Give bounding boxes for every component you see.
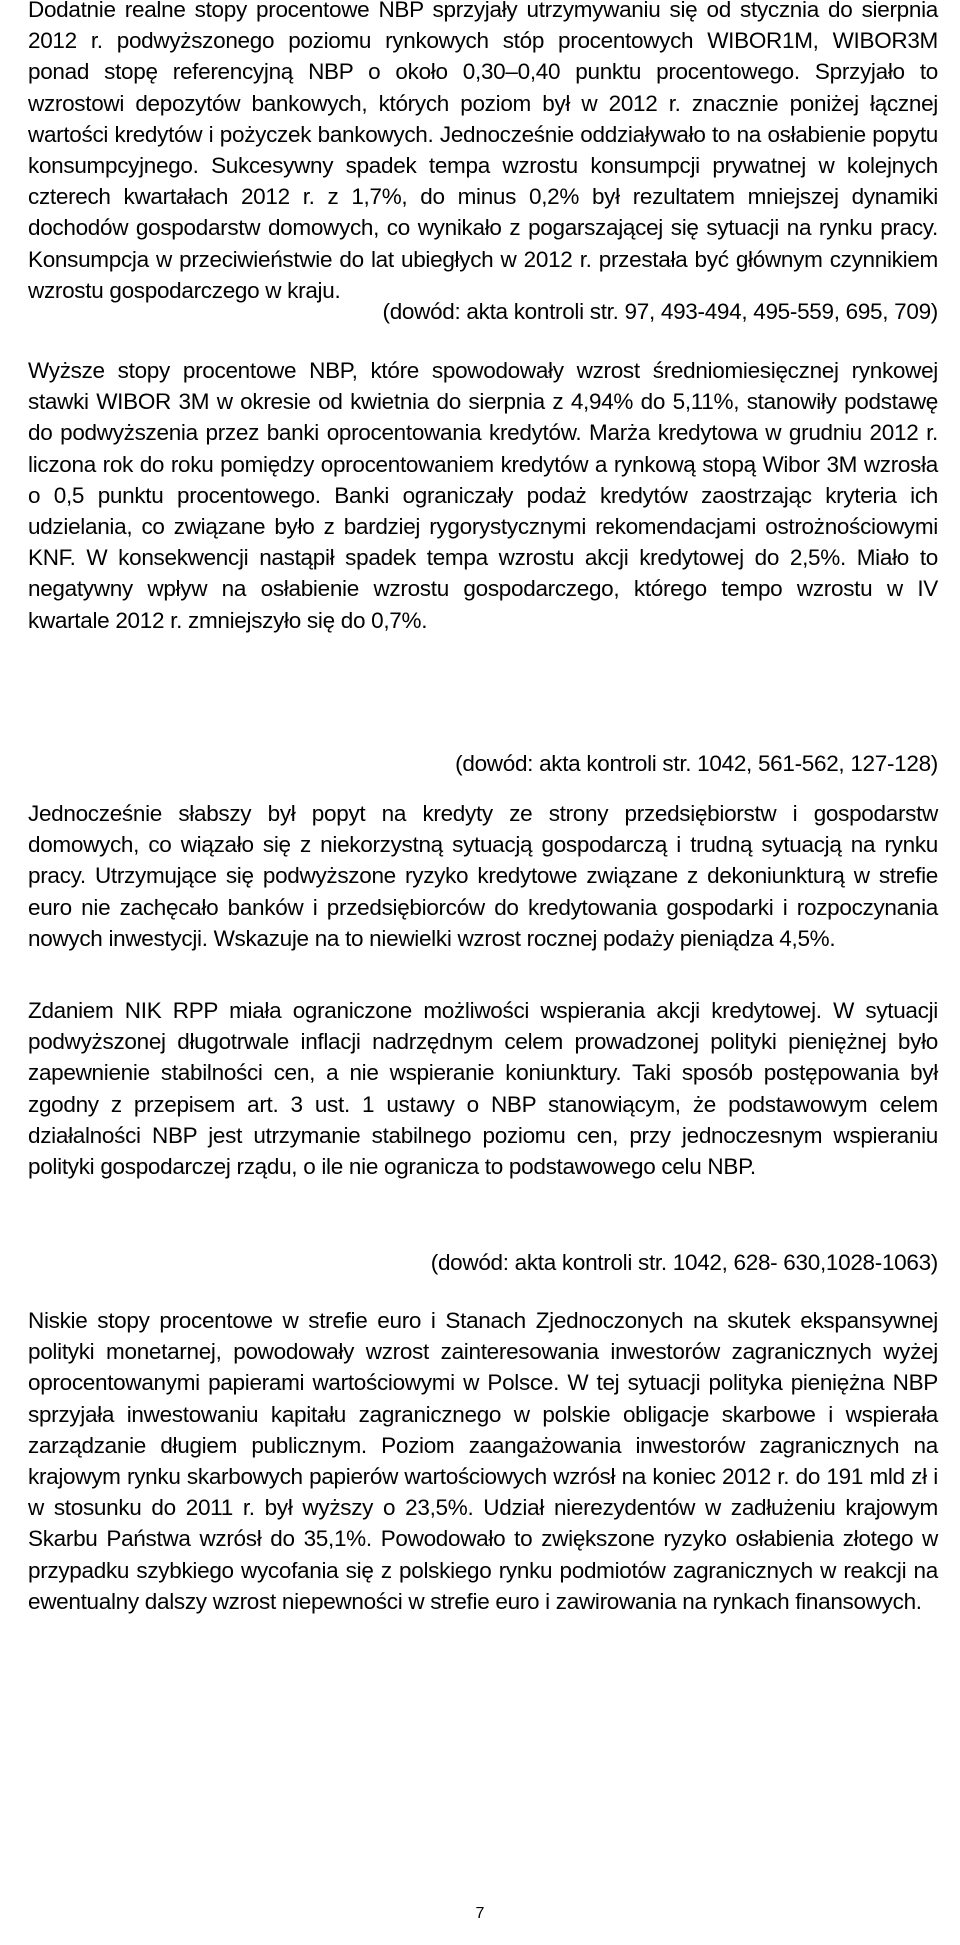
paragraph-foreign-investors: Niskie stopy procentowe w strefie euro i Stanach Zjednoczonych na skutek ekspansywnej polityki monetarnej, powodowały wzrost zainteresowania inwestorów zagranicznych wyżej oprocentowanymi papierami wartościowymi w Polsce. W tej sytuacji polityka pieniężna NBP sprzyjała inwestowaniu kapitału zagranicznego w polskie obligacje skarbowe i wspierała zarządzanie długiem publicznym. Poziom zaangażowania inwestorów zagranicznych na krajowym rynku skarbowych papierów wartościowych wzrósł na koniec 2012 r. do 191 mld zł i w stosunku do 2011 r. był wyższy o 23,5%. Udział nierezydentów w zadłużeniu krajowym Skarbu Państwa wzrósł do 35,1%. Powodowało to zwiększone ryzyko osłabienia złotego w przypadku szybkiego wycofania się z polskiego rynku podmiotów zagranicznych w reakcji na ewentualny dalszy wzrost niepewności w strefie euro i zawirowania na rynkach finansowych. <box>28 1308 938 1614</box>
evidence-reference-3: (dowód: akta kontroli str. 1042, 628- 630,1028-1063) <box>430 1250 938 1275</box>
paragraph-interest-rates-deposits: Dodatnie realne stopy procentowe NBP sprzyjały utrzymywaniu się od stycznia do sierpnia 2012 r. podwyższonego poziomu rynkowych stóp procentowych WIBOR1M, WIBOR3M ponad stopę referencyjną NBP o około 0,30–0,40 punktu procentowego. Sprzyjało to wzrostowi depozytów bankowych, których poziom był w 2012 r. znacznie poniżej łącznej wartości kredytów i pożyczek bankowych. Jednocześnie oddziaływało to na osłabienie popytu konsumpcyjnego. Sukcesywny spadek tempa wzrostu konsumpcji prywatnej w kolejnych czterech kwartałach 2012 r. z 1,7%, do minus 0,2% był rezultatem mniejszej dynamiki dochodów gospodarstw domowych, co wynikało z pogarszającej się sytuacji na rynku pracy. Konsumpcja w przeciwieństwie do lat ubiegłych w 2012 r. przestała być głównym czynnikiem wzrostu gospodarczego w kraju. <box>28 0 938 303</box>
paragraph-nik-opinion-rpp: Zdaniem NIK RPP miała ograniczone możliwości wspierania akcji kredytowej. W sytuacji podwyższonej długotrwale inflacji nadrzędnym celem prowadzonej polityki pieniężnej było zapewnienie stabilności cen, a nie wspieranie koniunktury. Taki sposób postępowania był zgodny z przepisem art. 3 ust. 1 ustawy o NBP stanowiącym, że podstawowym celem działalności NBP jest utrzymanie stabilnego poziomu cen, przy jednoczesnym wspieraniu polityki gospodarczej rządu, o ile nie ogranicza to podstawowego celu NBP. <box>28 998 938 1180</box>
evidence-reference-1: (dowód: akta kontroli str. 97, 493-494, 495-559, 695, 709) <box>382 299 938 324</box>
page-number: 7 <box>475 1905 485 1922</box>
paragraph-weaker-credit-demand: Jednocześnie słabszy był popyt na kredyty ze strony przedsiębiorstw i gospodarstw domowych, co wiązało się z niekorzystną sytuacją gospodarczą i trudną sytuacją na rynku pracy. Utrzymujące się podwyższone ryzyko kredytowe związane z dekoniunkturą w strefie euro nie zachęcało banków i przedsiębiorców do kredytowania gospodarki i rozpoczynania nowych inwestycji. Wskazuje na to niewielki wzrost rocznej podaży pieniądza 4,5%. <box>28 801 938 951</box>
paragraph-wibor-credit-margin: Wyższe stopy procentowe NBP, które spowodowały wzrost średniomiesięcznej rynkowej stawki WIBOR 3M w okresie od kwietnia do sierpnia z 4,94% do 5,11%, stanowiły podstawę do podwyższenia przez banki oprocentowania kredytów. Marża kredytowa w grudniu 2012 r. liczona rok do roku pomiędzy oprocentowaniem kredytów a rynkową stopą Wibor 3M wzrosła o 0,5 punktu procentowego. Banki ograniczały podaż kredytów zaostrzając kryteria ich udzielania, co związane było z bardziej rygorystycznymi rekomendacjami ostrożnościowymi KNF. W konsekwencji nastąpił spadek tempa wzrostu akcji kredytowej do 2,5%. Miało to negatywny wpływ na osłabienie wzrostu gospodarczego, którego tempo wzrostu w IV kwartale 2012 r. zmniejszyło się do 0,7%. <box>28 358 938 633</box>
evidence-reference-2: (dowód: akta kontroli str. 1042, 561-562, 127-128) <box>455 751 938 776</box>
